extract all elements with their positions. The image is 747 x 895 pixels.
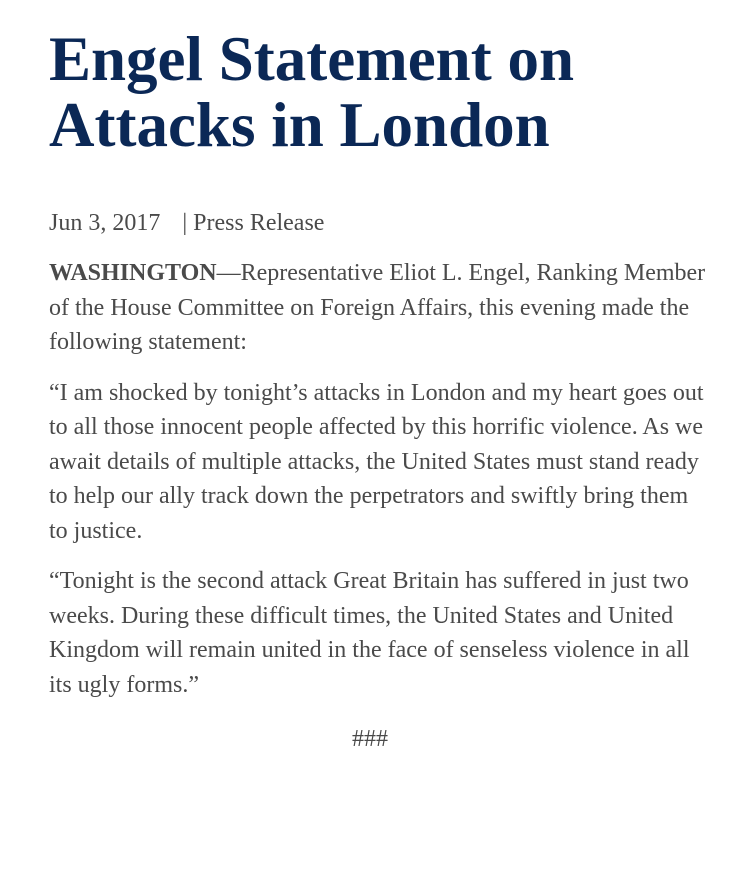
dateline: WASHINGTON: [49, 260, 217, 286]
title-line-1: Engel Statement on: [49, 24, 574, 94]
page-title: [49, 26, 709, 158]
intro-paragraph: [49, 256, 709, 360]
publish-date: Jun 3, 2017: [49, 210, 161, 236]
press-release: [49, 26, 709, 754]
end-mark: ###: [352, 726, 388, 752]
quote-paragraph-2: “Tonight is the second attack Great Britain has suffered in just two weeks. During these difficult times, the United States and United Kingdom will remain united in the face of senseless violence in all its ugly forms.”: [49, 568, 690, 698]
article-meta: [49, 208, 709, 238]
intro-text: —Representative Eliot L. Engel, Ranking Member of the House Committee on Foreign Affairs, this evening made the following statement:: [49, 260, 706, 355]
title-line-2: Attacks in London: [49, 90, 550, 160]
category-label: | Press Release: [182, 210, 325, 236]
quote-paragraph-1: “I am shocked by tonight’s attacks in London and my heart goes out to all those innocent people affected by this horrific violence. As we await details of multiple attacks, the United States must stand ready to help our ally track down the perpetrators and swiftly bring them to justice.: [49, 379, 704, 544]
